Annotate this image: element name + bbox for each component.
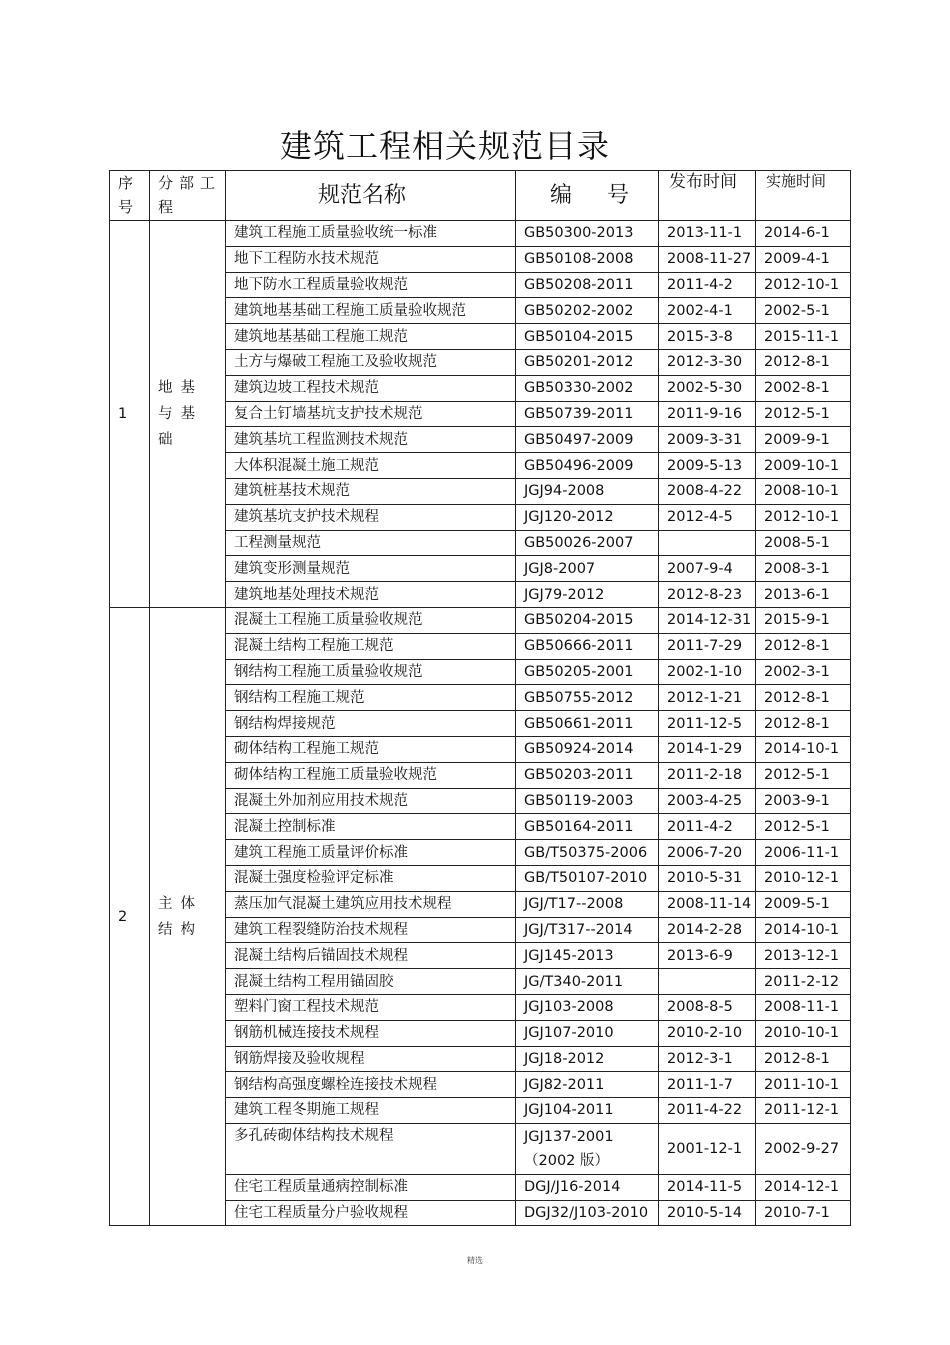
cell-issued: 2012-3-30 bbox=[659, 349, 756, 375]
cell-code: GB50300-2013 bbox=[516, 221, 659, 247]
cell-code: GB50739-2011 bbox=[516, 401, 659, 427]
cell-issued: 2014-11-5 bbox=[659, 1174, 756, 1200]
cell-code: JGJ79-2012 bbox=[516, 582, 659, 608]
cell-code: GB50119-2003 bbox=[516, 788, 659, 814]
cell-code: JGJ103-2008 bbox=[516, 994, 659, 1020]
cell-code: JG/T340-2011 bbox=[516, 969, 659, 995]
cell-code: JGJ8-2007 bbox=[516, 556, 659, 582]
cell-issued: 2010-5-14 bbox=[659, 1200, 756, 1226]
cell-name: 建筑工程施工质量评价标准 bbox=[226, 840, 516, 866]
header-row bbox=[110, 171, 851, 221]
header-name: 规范名称 bbox=[226, 171, 516, 221]
cell-effective: 2013-12-1 bbox=[756, 943, 851, 969]
cell-effective: 2011-2-12 bbox=[756, 969, 851, 995]
cell-effective: 2013-6-1 bbox=[756, 582, 851, 608]
table-row bbox=[110, 221, 851, 247]
cell-name: 建筑地基基础工程施工规范 bbox=[226, 324, 516, 350]
cell-issued: 2010-5-31 bbox=[659, 865, 756, 891]
cell-name: 钢结构焊接规范 bbox=[226, 711, 516, 737]
cell-issued: 2008-4-22 bbox=[659, 478, 756, 504]
cell-issued: 2011-7-29 bbox=[659, 633, 756, 659]
cell-issued: 2008-11-14 bbox=[659, 891, 756, 917]
footer-text: 精选 bbox=[467, 1256, 483, 1265]
cell-issued: 2012-3-1 bbox=[659, 1046, 756, 1072]
cell-code: JGJ107-2010 bbox=[516, 1020, 659, 1046]
cell-effective: 2014-10-1 bbox=[756, 917, 851, 943]
cell-name: 混凝土结构工程用锚固胶 bbox=[226, 969, 516, 995]
cell-code: GB50205-2001 bbox=[516, 659, 659, 685]
cell-effective: 2014-12-1 bbox=[756, 1174, 851, 1200]
cell-name: 建筑变形测量规范 bbox=[226, 556, 516, 582]
cell-code: DGJ32/J103-2010 bbox=[516, 1200, 659, 1226]
cell-code: DGJ/J16-2014 bbox=[516, 1174, 659, 1200]
cell-effective: 2008-11-1 bbox=[756, 994, 851, 1020]
cell-issued bbox=[659, 530, 756, 556]
cell-effective: 2012-10-1 bbox=[756, 272, 851, 298]
cell-code: GB50755-2012 bbox=[516, 685, 659, 711]
header-division: 分部工程 bbox=[150, 171, 226, 221]
header-code: 编 号 bbox=[516, 171, 659, 221]
cell-name: 混凝土结构后锚固技术规程 bbox=[226, 943, 516, 969]
cell-issued: 2012-8-23 bbox=[659, 582, 756, 608]
cell-code: GB50661-2011 bbox=[516, 711, 659, 737]
cell-name: 建筑工程施工质量验收统一标准 bbox=[226, 221, 516, 247]
cell-name: 土方与爆破工程施工及验收规范 bbox=[226, 349, 516, 375]
cell-issued: 2012-4-5 bbox=[659, 504, 756, 530]
cell-issued: 2014-2-28 bbox=[659, 917, 756, 943]
cell-effective: 2012-8-1 bbox=[756, 1046, 851, 1072]
cell-name: 钢筋焊接及验收规程 bbox=[226, 1046, 516, 1072]
group-division: 主体结构 bbox=[150, 607, 226, 1226]
cell-code: GB50496-2009 bbox=[516, 453, 659, 479]
cell-effective: 2012-8-1 bbox=[756, 711, 851, 737]
cell-effective: 2002-3-1 bbox=[756, 659, 851, 685]
cell-code: JGJ18-2012 bbox=[516, 1046, 659, 1072]
cell-effective: 2012-5-1 bbox=[756, 401, 851, 427]
cell-name: 建筑工程裂缝防治技术规程 bbox=[226, 917, 516, 943]
cell-code: JGJ137-2001 （2002 版） bbox=[516, 1123, 659, 1174]
cell-code: GB50026-2007 bbox=[516, 530, 659, 556]
group-seq: 2 bbox=[110, 607, 150, 1226]
cell-code: GB50201-2012 bbox=[516, 349, 659, 375]
cell-effective: 2006-11-1 bbox=[756, 840, 851, 866]
cell-code: JGJ/T17--2008 bbox=[516, 891, 659, 917]
cell-name: 复合土钉墙基坑支护技术规范 bbox=[226, 401, 516, 427]
cell-effective: 2012-5-1 bbox=[756, 814, 851, 840]
cell-effective: 2002-8-1 bbox=[756, 375, 851, 401]
cell-name: 混凝土外加剂应用技术规范 bbox=[226, 788, 516, 814]
header-effective: 实施时间 bbox=[756, 171, 851, 221]
cell-code: GB50497-2009 bbox=[516, 427, 659, 453]
cell-effective: 2010-10-1 bbox=[756, 1020, 851, 1046]
cell-name: 钢结构工程施工质量验收规范 bbox=[226, 659, 516, 685]
cell-effective: 2015-11-1 bbox=[756, 324, 851, 350]
cell-name: 建筑地基基础工程施工质量验收规范 bbox=[226, 298, 516, 324]
cell-name: 砌体结构工程施工质量验收规范 bbox=[226, 762, 516, 788]
cell-code: JGJ/T317--2014 bbox=[516, 917, 659, 943]
cell-issued: 2011-4-2 bbox=[659, 272, 756, 298]
cell-effective: 2010-7-1 bbox=[756, 1200, 851, 1226]
cell-code: GB50330-2002 bbox=[516, 375, 659, 401]
table-row bbox=[110, 607, 851, 633]
header-issued: 发布时间 bbox=[659, 171, 756, 221]
cell-issued: 2001-12-1 bbox=[659, 1123, 756, 1174]
group-division: 地基与基础 bbox=[150, 221, 226, 608]
cell-name: 住宅工程质量通病控制标准 bbox=[226, 1174, 516, 1200]
cell-issued: 2002-4-1 bbox=[659, 298, 756, 324]
cell-effective: 2002-5-1 bbox=[756, 298, 851, 324]
cell-name: 地下工程防水技术规范 bbox=[226, 246, 516, 272]
cell-issued: 2011-1-7 bbox=[659, 1072, 756, 1098]
cell-effective: 2014-6-1 bbox=[756, 221, 851, 247]
cell-code: GB50666-2011 bbox=[516, 633, 659, 659]
cell-effective: 2011-10-1 bbox=[756, 1072, 851, 1098]
cell-code: GB/T50375-2006 bbox=[516, 840, 659, 866]
cell-name: 多孔砖砌体结构技术规程 bbox=[226, 1123, 516, 1174]
cell-issued: 2013-6-9 bbox=[659, 943, 756, 969]
cell-effective: 2010-12-1 bbox=[756, 865, 851, 891]
cell-effective: 2012-10-1 bbox=[756, 504, 851, 530]
cell-name: 混凝土工程施工质量验收规范 bbox=[226, 607, 516, 633]
page-title: 建筑工程相关规范目录 bbox=[279, 127, 610, 165]
cell-issued: 2010-2-10 bbox=[659, 1020, 756, 1046]
cell-effective: 2003-9-1 bbox=[756, 788, 851, 814]
cell-issued bbox=[659, 969, 756, 995]
cell-name: 工程测量规范 bbox=[226, 530, 516, 556]
cell-name: 钢结构工程施工规范 bbox=[226, 685, 516, 711]
cell-code: JGJ104-2011 bbox=[516, 1098, 659, 1124]
cell-issued: 2009-5-13 bbox=[659, 453, 756, 479]
cell-issued: 2011-9-16 bbox=[659, 401, 756, 427]
cell-code: GB50104-2015 bbox=[516, 324, 659, 350]
cell-issued: 2014-1-29 bbox=[659, 736, 756, 762]
cell-effective: 2012-5-1 bbox=[756, 762, 851, 788]
cell-name: 塑料门窗工程技术规范 bbox=[226, 994, 516, 1020]
cell-name: 建筑地基处理技术规范 bbox=[226, 582, 516, 608]
cell-issued: 2014-12-31 bbox=[659, 607, 756, 633]
cell-issued: 2006-7-20 bbox=[659, 840, 756, 866]
cell-name: 混凝土控制标准 bbox=[226, 814, 516, 840]
cell-name: 地下防水工程质量验收规范 bbox=[226, 272, 516, 298]
cell-code: GB50924-2014 bbox=[516, 736, 659, 762]
cell-issued: 2011-2-18 bbox=[659, 762, 756, 788]
cell-issued: 2011-4-22 bbox=[659, 1098, 756, 1124]
cell-effective: 2014-10-1 bbox=[756, 736, 851, 762]
standards-table bbox=[109, 170, 851, 1226]
header-seq: 序号 bbox=[110, 171, 150, 221]
cell-issued: 2012-1-21 bbox=[659, 685, 756, 711]
cell-issued: 2013-11-1 bbox=[659, 221, 756, 247]
cell-effective: 2008-3-1 bbox=[756, 556, 851, 582]
cell-name: 建筑基坑支护技术规程 bbox=[226, 504, 516, 530]
cell-name: 砌体结构工程施工规范 bbox=[226, 736, 516, 762]
cell-effective: 2002-9-27 bbox=[756, 1123, 851, 1174]
cell-name: 钢筋机械连接技术规程 bbox=[226, 1020, 516, 1046]
group-seq: 1 bbox=[110, 221, 150, 608]
cell-effective: 2008-10-1 bbox=[756, 478, 851, 504]
cell-issued: 2008-8-5 bbox=[659, 994, 756, 1020]
cell-code: JGJ94-2008 bbox=[516, 478, 659, 504]
cell-code: GB50204-2015 bbox=[516, 607, 659, 633]
cell-code: GB50208-2011 bbox=[516, 272, 659, 298]
cell-effective: 2009-4-1 bbox=[756, 246, 851, 272]
cell-code: GB50164-2011 bbox=[516, 814, 659, 840]
cell-name: 建筑桩基技术规范 bbox=[226, 478, 516, 504]
cell-effective: 2009-9-1 bbox=[756, 427, 851, 453]
cell-code: JGJ82-2011 bbox=[516, 1072, 659, 1098]
cell-name: 建筑边坡工程技术规范 bbox=[226, 375, 516, 401]
cell-code: GB50203-2011 bbox=[516, 762, 659, 788]
cell-issued: 2009-3-31 bbox=[659, 427, 756, 453]
cell-code: JGJ120-2012 bbox=[516, 504, 659, 530]
cell-name: 混凝土强度检验评定标准 bbox=[226, 865, 516, 891]
cell-effective: 2009-5-1 bbox=[756, 891, 851, 917]
cell-issued: 2007-9-4 bbox=[659, 556, 756, 582]
cell-name: 混凝土结构工程施工规范 bbox=[226, 633, 516, 659]
cell-issued: 2008-11-27 bbox=[659, 246, 756, 272]
cell-name: 建筑工程冬期施工规程 bbox=[226, 1098, 516, 1124]
cell-name: 住宅工程质量分户验收规程 bbox=[226, 1200, 516, 1226]
cell-effective: 2011-12-1 bbox=[756, 1098, 851, 1124]
cell-issued: 2002-5-30 bbox=[659, 375, 756, 401]
cell-effective: 2012-8-1 bbox=[756, 349, 851, 375]
cell-code: GB/T50107-2010 bbox=[516, 865, 659, 891]
cell-name: 蒸压加气混凝土建筑应用技术规程 bbox=[226, 891, 516, 917]
cell-effective: 2008-5-1 bbox=[756, 530, 851, 556]
cell-issued: 2002-1-10 bbox=[659, 659, 756, 685]
cell-code: JGJ145-2013 bbox=[516, 943, 659, 969]
cell-issued: 2011-12-5 bbox=[659, 711, 756, 737]
cell-effective: 2012-8-1 bbox=[756, 633, 851, 659]
cell-effective: 2012-8-1 bbox=[756, 685, 851, 711]
cell-name: 建筑基坑工程监测技术规范 bbox=[226, 427, 516, 453]
cell-name: 钢结构高强度螺栓连接技术规程 bbox=[226, 1072, 516, 1098]
cell-code: GB50202-2002 bbox=[516, 298, 659, 324]
cell-issued: 2015-3-8 bbox=[659, 324, 756, 350]
cell-effective: 2009-10-1 bbox=[756, 453, 851, 479]
cell-name: 大体积混凝土施工规范 bbox=[226, 453, 516, 479]
cell-issued: 2003-4-25 bbox=[659, 788, 756, 814]
cell-issued: 2011-4-2 bbox=[659, 814, 756, 840]
cell-code: GB50108-2008 bbox=[516, 246, 659, 272]
cell-effective: 2015-9-1 bbox=[756, 607, 851, 633]
